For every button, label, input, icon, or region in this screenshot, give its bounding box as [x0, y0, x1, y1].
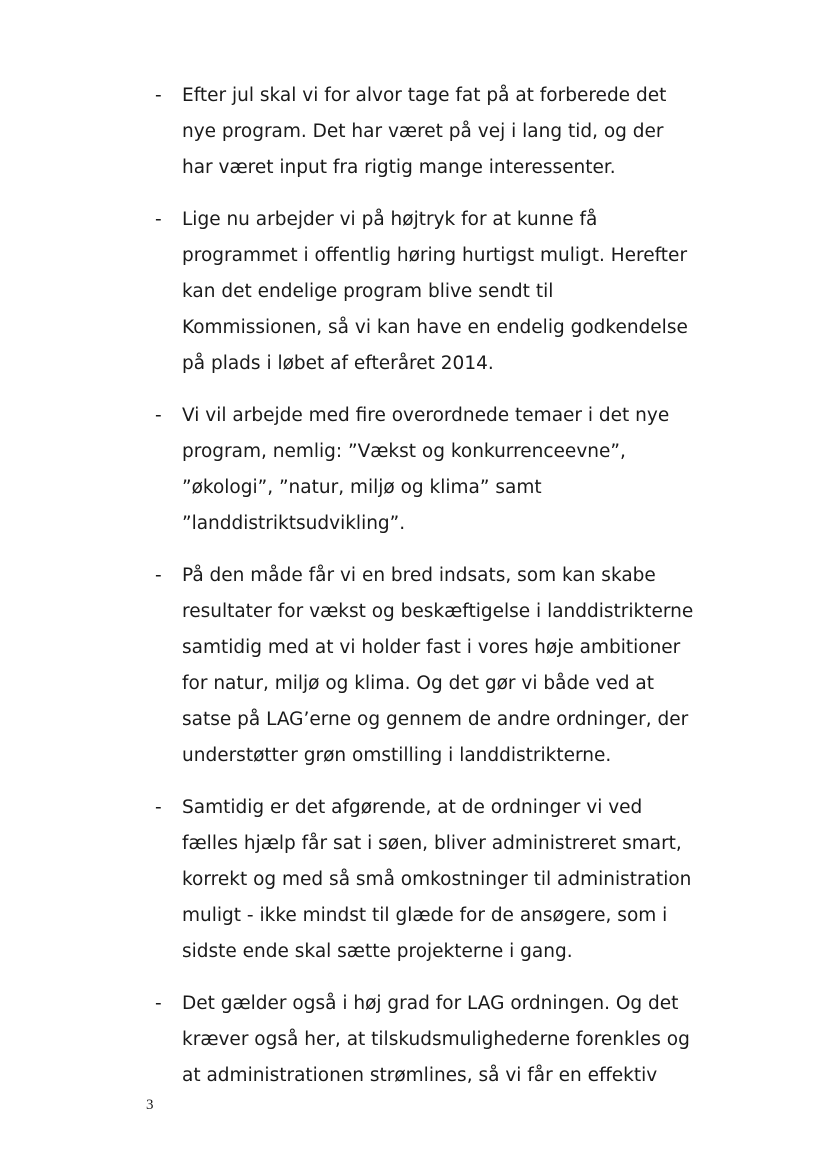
text-line: fælles hjælp får sat i søen, bliver administreret smart,	[182, 833, 682, 854]
bullet-dash: -	[155, 565, 162, 586]
text-line: Efter jul skal vi for alvor tage fat på at forberede det	[182, 85, 667, 106]
text-line: understøtter grøn omstilling i landdistrikterne.	[182, 745, 612, 766]
bullet-text	[182, 558, 732, 774]
bullet-text	[182, 202, 732, 382]
text-line: Det gælder også i høj grad for LAG ordningen. Og det	[182, 993, 679, 1014]
text-line: Kommissionen, så vi kan have en endelig godkendelse	[182, 317, 688, 338]
bullet-item	[155, 790, 735, 970]
bullet-item	[155, 398, 735, 542]
bullet-dash: -	[155, 993, 162, 1014]
bullet-dash: -	[155, 797, 162, 818]
text-line: Samtidig er det afgørende, at de ordninger vi ved	[182, 797, 643, 818]
text-line: nye program. Det har været på vej i lang tid, og der	[182, 121, 664, 142]
bullet-text	[182, 790, 732, 970]
bullet-dash: -	[155, 209, 162, 230]
bullet-item	[155, 558, 735, 774]
text-line: programmet i offentlig høring hurtigst muligt. Herefter	[182, 245, 688, 266]
text-line: program, nemlig: ”Vækst og konkurrenceevne”,	[182, 441, 626, 462]
text-line: sidste ende skal sætte projekterne i gang.	[182, 941, 573, 962]
bullet-dash: -	[155, 405, 162, 426]
document-body	[155, 78, 735, 1110]
text-line: har været input fra rigtig mange interessenter.	[182, 157, 616, 178]
text-line: kan det endelige program blive sendt til	[182, 281, 554, 302]
text-line: På den måde får vi en bred indsats, som kan skabe	[182, 565, 656, 586]
text-line: på plads i løbet af efteråret 2014.	[182, 353, 494, 374]
text-line: Vi vil arbejde med fire overordnede temaer i det nye	[182, 405, 670, 426]
text-line: resultater for vækst og beskæftigelse i landdistrikterne	[182, 601, 694, 622]
text-line: ”landdistriktsudvikling”.	[182, 513, 406, 534]
bullet-text	[182, 986, 732, 1094]
text-line: muligt - ikke mindst til glæde for de ansøgere, som i	[182, 905, 668, 926]
bullet-item	[155, 202, 735, 382]
bullet-dash: -	[155, 85, 162, 106]
bullet-text	[182, 78, 732, 186]
bullet-item	[155, 986, 735, 1094]
bullet-item	[155, 78, 735, 186]
bullet-text	[182, 398, 732, 542]
text-line: at administrationen strømlines, så vi får en effektiv	[182, 1065, 658, 1086]
text-line: korrekt og med så små omkostninger til administration	[182, 869, 692, 890]
text-line: kræver også her, at tilskudsmulighederne forenkles og	[182, 1029, 690, 1050]
text-line: ”økologi”, ”natur, miljø og klima” samt	[182, 477, 542, 498]
text-line: satse på LAG’erne og gennem de andre ordninger, der	[182, 709, 689, 730]
text-line: for natur, miljø og klima. Og det gør vi både ved at	[182, 673, 655, 694]
text-line: samtidig med at vi holder fast i vores høje ambitioner	[182, 637, 681, 658]
text-line: Lige nu arbejder vi på højtryk for at kunne få	[182, 209, 598, 230]
page-number: 3	[146, 1097, 154, 1113]
